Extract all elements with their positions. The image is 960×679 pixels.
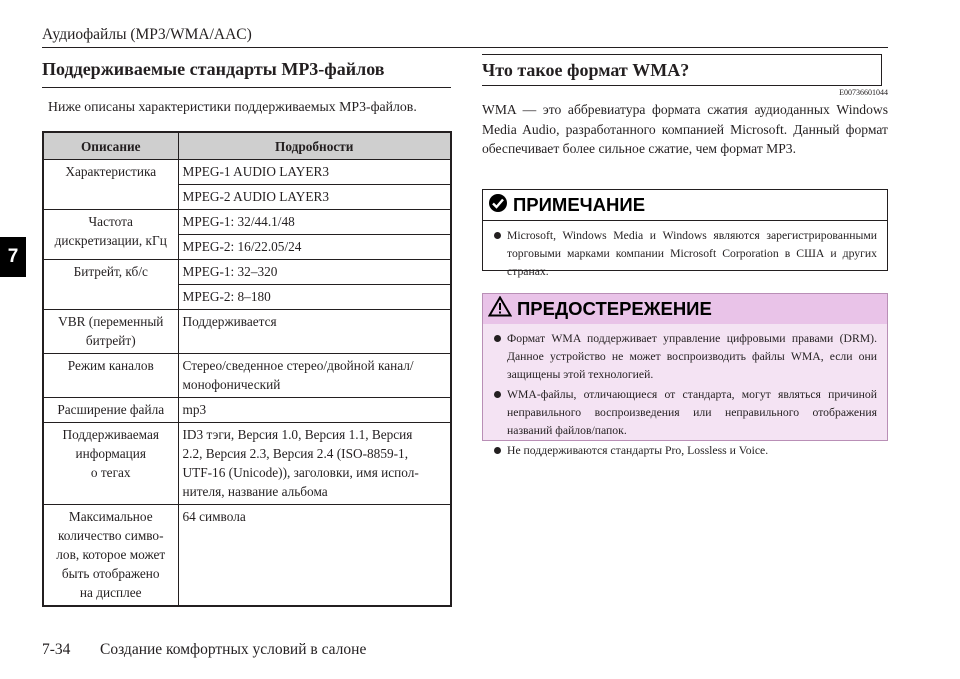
detail-line: MPEG-2: 16/22.05/24 bbox=[182, 239, 302, 254]
description-line: Характеристика bbox=[65, 164, 157, 179]
running-header: Аудиофайлы (MP3/WMA/AAC) bbox=[42, 26, 252, 43]
detail-line: Поддерживается bbox=[182, 314, 277, 329]
spec-description-cell bbox=[43, 354, 178, 398]
table-row bbox=[43, 505, 451, 607]
note-box bbox=[482, 189, 888, 278]
section-title-mp3: Поддерживаемые стандарты MP3-файлов bbox=[42, 59, 451, 88]
table-body bbox=[43, 160, 451, 607]
table-row bbox=[43, 423, 451, 505]
caution-item: Формат WMA поддерживает управление цифровыми правами (DRM). Данное устройство не может воспроизводить файлы WMA, если они защищены этой технологией. bbox=[493, 330, 877, 384]
spec-description-cell bbox=[43, 260, 178, 310]
description-line: Битрейт, кб/с bbox=[73, 264, 148, 279]
description-line: VBR (переменный bbox=[58, 314, 164, 329]
detail-line: mp3 bbox=[182, 402, 207, 417]
mp3-spec-table bbox=[42, 131, 452, 607]
detail-line: UTF-16 (Unicode)), заголовки, имя испол- bbox=[182, 465, 419, 480]
detail-line: MPEG-1: 32/44.1/48 bbox=[182, 214, 295, 229]
spec-detail-cell bbox=[178, 285, 451, 310]
description-line: дискретизации, кГц bbox=[54, 233, 167, 248]
table-row bbox=[43, 398, 451, 423]
spec-description-cell bbox=[43, 310, 178, 354]
document-code: E00736601044 bbox=[839, 88, 888, 97]
spec-description-cell bbox=[43, 160, 178, 210]
description-line: быть отображено bbox=[61, 566, 160, 581]
section-title-wma: Что такое формат WMA? bbox=[482, 54, 882, 86]
detail-line: монофонический bbox=[182, 377, 281, 392]
mp3-intro-text: Ниже описаны характеристики поддерживаемых MP3-файлов. bbox=[48, 99, 417, 114]
table-row bbox=[43, 260, 451, 285]
spec-description-cell bbox=[43, 505, 178, 607]
spec-description-cell bbox=[43, 423, 178, 505]
spec-detail-cell bbox=[178, 160, 451, 185]
page-number: 7-34 bbox=[42, 641, 71, 658]
spec-detail-cell bbox=[178, 235, 451, 260]
caution-box bbox=[482, 293, 888, 457]
description-line: количество симво- bbox=[58, 528, 164, 543]
description-line: битрейт) bbox=[85, 333, 136, 348]
table-header-details: Подробности bbox=[178, 132, 451, 160]
caution-heading: ПРЕДОСТЕРЕЖЕНИЕ bbox=[517, 298, 712, 319]
detail-line: MPEG-2 AUDIO LAYER3 bbox=[182, 189, 330, 204]
table-header-description: Описание bbox=[43, 132, 178, 160]
detail-line: 64 символа bbox=[182, 509, 246, 524]
spec-description-cell bbox=[43, 398, 178, 423]
caution-header bbox=[483, 294, 887, 324]
detail-line: MPEG-2: 8–180 bbox=[182, 289, 271, 304]
footer-section-title: Создание комфортных условий в салоне bbox=[100, 641, 367, 658]
spec-detail-cell bbox=[178, 423, 451, 505]
caution-list bbox=[483, 324, 887, 460]
spec-detail-cell bbox=[178, 354, 451, 398]
spec-detail-cell bbox=[178, 505, 451, 607]
note-header bbox=[483, 190, 887, 221]
table-row bbox=[43, 310, 451, 354]
spec-detail-cell bbox=[178, 260, 451, 285]
table-row bbox=[43, 210, 451, 235]
description-line: Режим каналов bbox=[67, 358, 154, 373]
detail-line: Стерео/сведенное стерео/двойной канал/ bbox=[182, 358, 414, 373]
note-list bbox=[483, 221, 887, 281]
description-line: лов, которое может bbox=[56, 547, 166, 562]
description-line: Поддерживаемая bbox=[62, 427, 159, 442]
spec-detail-cell bbox=[178, 210, 451, 235]
detail-line: нителя, название альбома bbox=[182, 484, 328, 499]
detail-line: MPEG-1 AUDIO LAYER3 bbox=[182, 164, 330, 179]
detail-line: 2.2, Версия 2.3, Версия 2.4 (ISO-8859-1, bbox=[182, 446, 409, 461]
note-item: Microsoft, Windows Media и Windows являются зарегистрированными торговыми марками компании Microsoft Corporation в США и других странах. bbox=[493, 227, 877, 281]
description-line: Максимальное bbox=[68, 509, 153, 524]
header-rule bbox=[42, 47, 888, 48]
description-line: о тегах bbox=[90, 465, 131, 480]
warning-triangle-icon bbox=[488, 296, 517, 322]
caution-item: WMA-файлы, отличающиеся от стандарта, могут являться причиной неправильного воспроизведения или неправильного отображения названий файлов/папок. bbox=[493, 386, 877, 440]
detail-line: MPEG-1: 32–320 bbox=[182, 264, 278, 279]
spec-detail-cell bbox=[178, 398, 451, 423]
spec-detail-cell bbox=[178, 310, 451, 354]
table-row bbox=[43, 354, 451, 398]
description-line: информация bbox=[75, 446, 147, 461]
note-check-icon bbox=[488, 193, 513, 218]
spec-detail-cell bbox=[178, 185, 451, 210]
wma-description: WMA — это аббревиатура формата сжатия аудиоданных Windows Media Audio, разработанного компанией Microsoft. Данный формат обеспечивает более сильное сжатие, чем формат MP3. bbox=[482, 102, 888, 157]
table-row bbox=[43, 160, 451, 185]
spec-description-cell bbox=[43, 210, 178, 260]
description-line: Частота bbox=[88, 214, 133, 229]
description-line: на дисплее bbox=[79, 585, 142, 600]
caution-item: Не поддерживаются стандарты Pro, Lossless и Voice. bbox=[493, 442, 877, 460]
chapter-tab: 7 bbox=[0, 237, 26, 277]
detail-line: ID3 тэги, Версия 1.0, Версия 1.1, Версия bbox=[182, 427, 413, 442]
note-heading: ПРИМЕЧАНИЕ bbox=[513, 194, 646, 215]
description-line: Расширение файла bbox=[57, 402, 165, 417]
